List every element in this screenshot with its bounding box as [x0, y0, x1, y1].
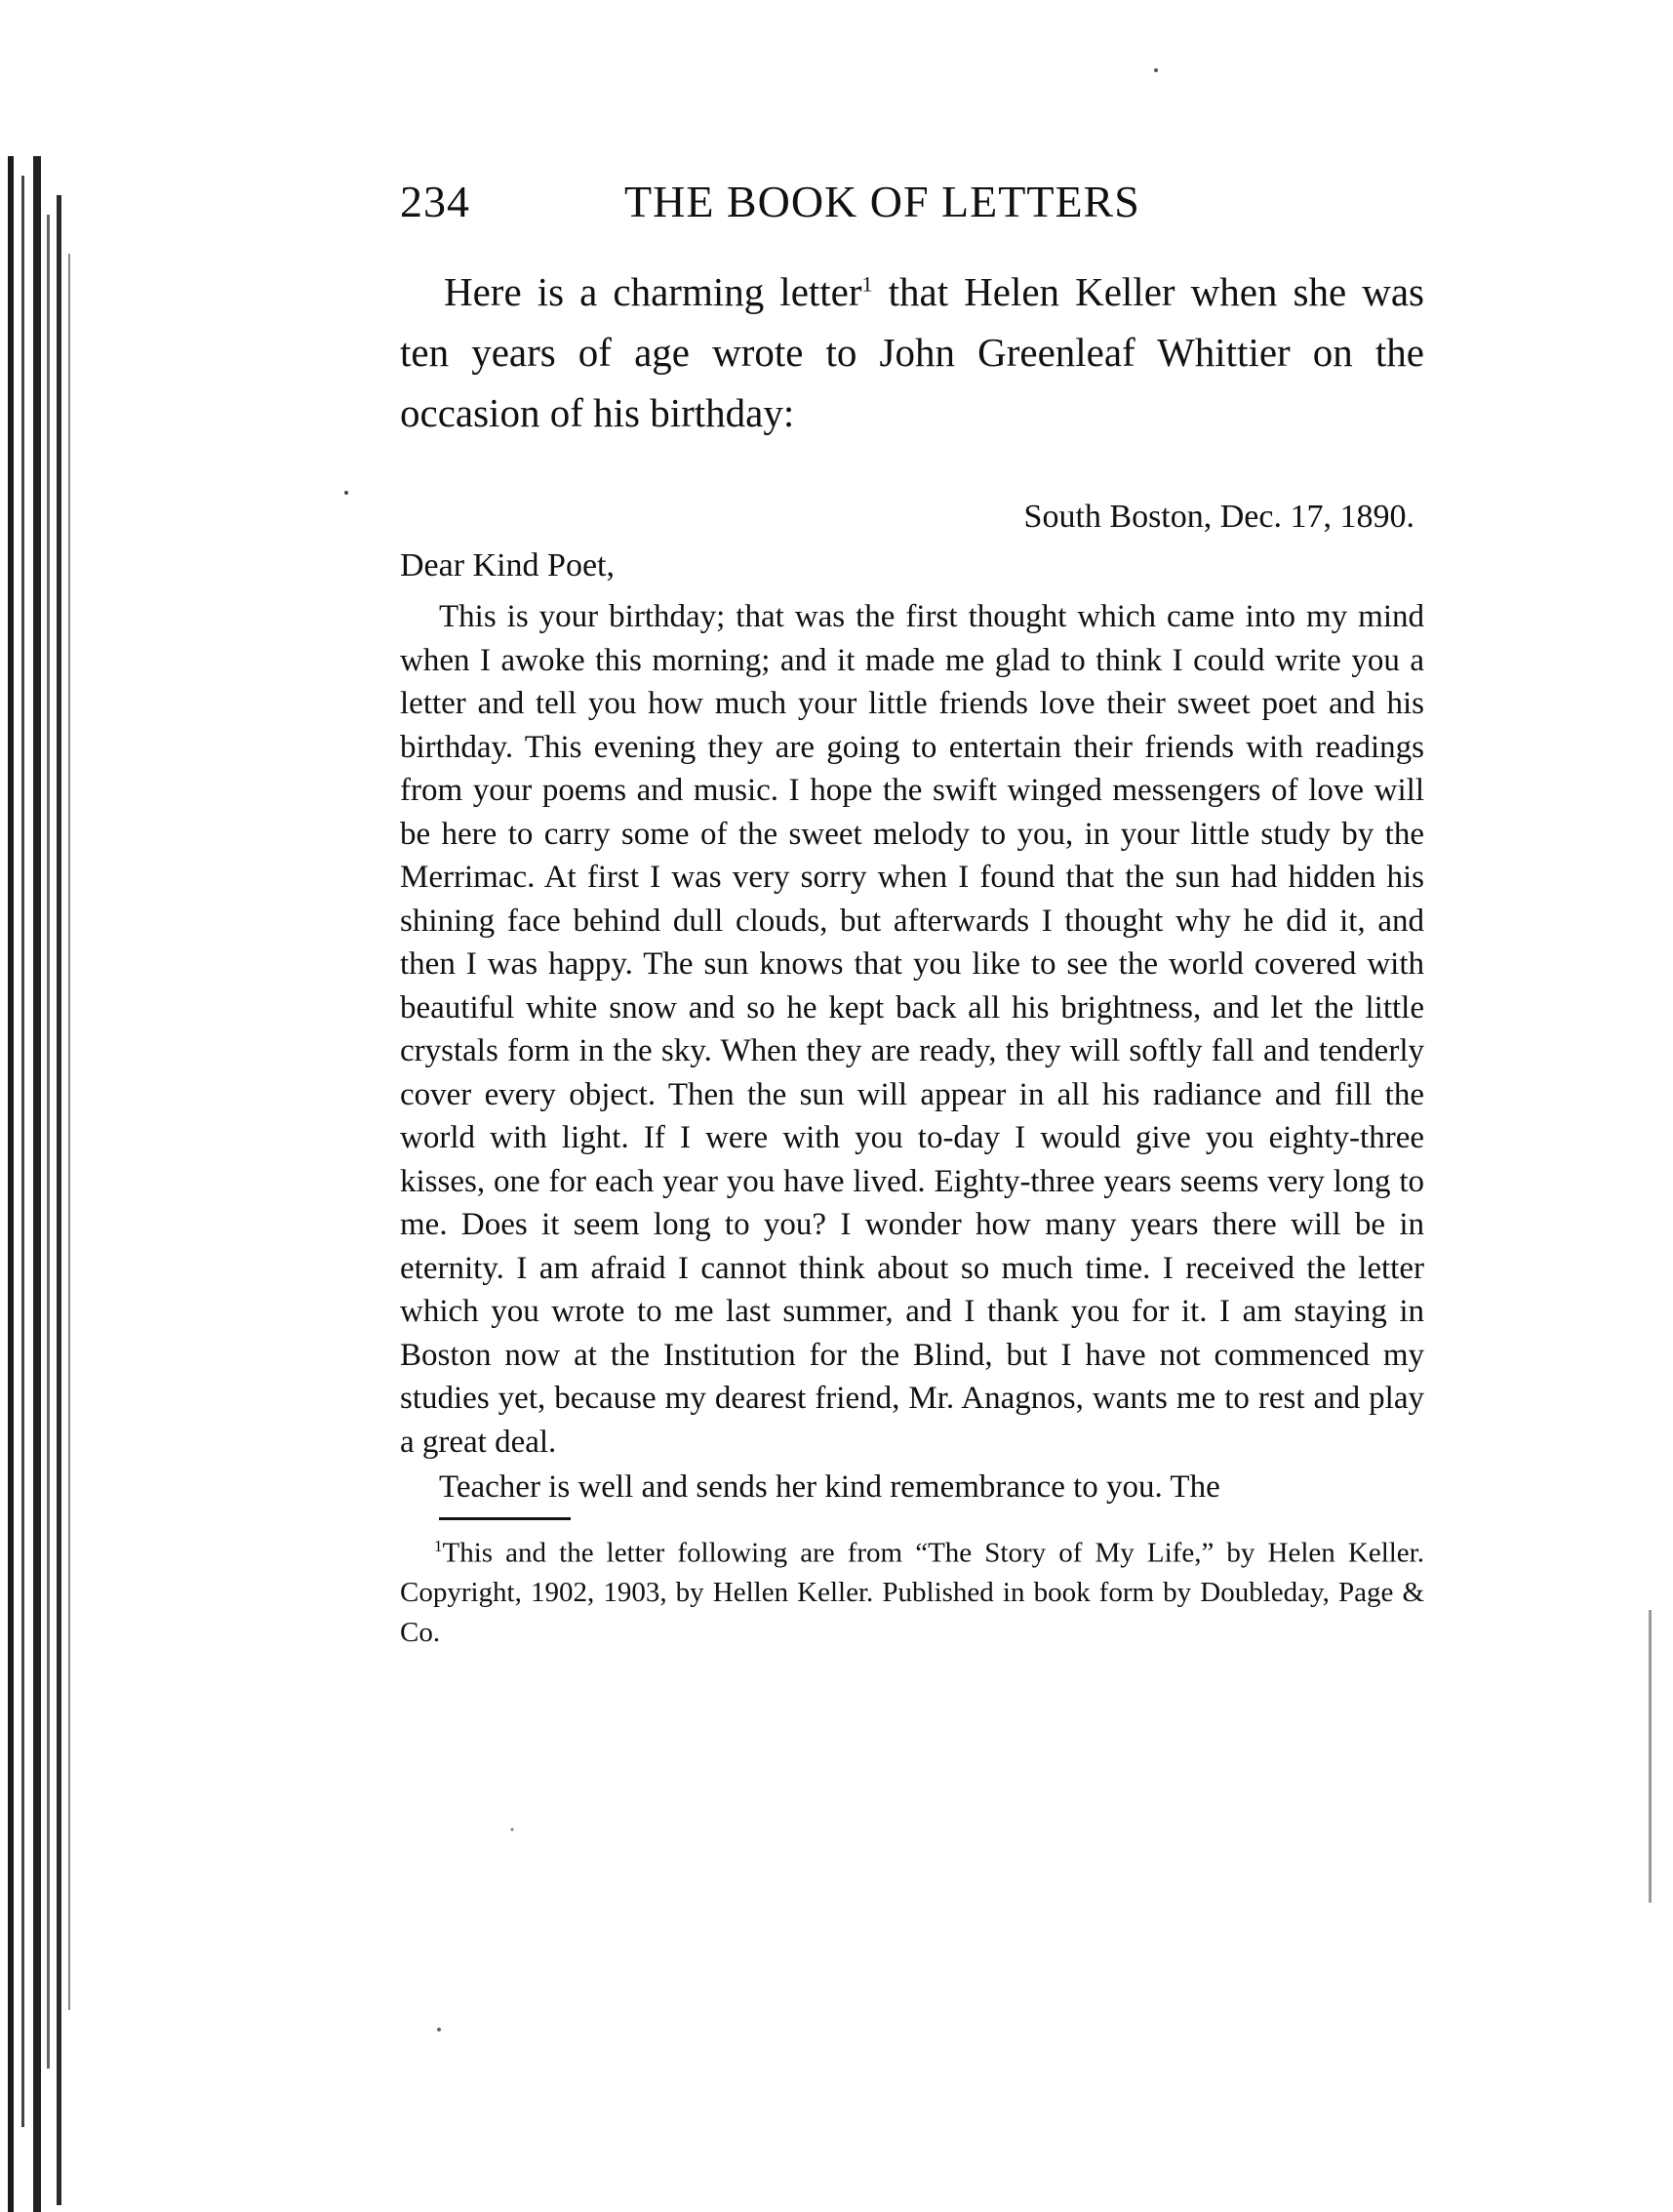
running-title: THE BOOK OF LETTERS [624, 177, 1140, 226]
letter-paragraph: Teacher is well and sends her kind remembrance to you. The [439, 1469, 1220, 1505]
intro-text-start: Here is a charming letter [444, 269, 862, 314]
letter-dateline: South Boston, Dec. 17, 1890. [1023, 499, 1414, 535]
intro-text-end: that Helen Keller when she was ten years of age wrote to John Greenleaf Whittier on the occasion of his birthday: [400, 269, 1424, 435]
footnote-marker: 1 [434, 1536, 443, 1555]
footnote-divider [439, 1517, 571, 1520]
footnote [400, 1526, 1424, 1654]
footnote-text: This and the letter following are from “The Story of My Life,” by Helen Keller. Copyright, 1902, 1903, by Hellen Keller. Published in book form by Doubleday, Page & Co. [400, 1537, 1424, 1649]
book-page [400, 176, 1424, 1681]
page-binding-edge [0, 156, 78, 2212]
page-number: 234 [400, 177, 470, 226]
letter-salutation: Dear Kind Poet, [400, 547, 616, 583]
running-head [400, 176, 1424, 234]
intro-paragraph [400, 261, 1424, 443]
footnote-reference: 1 [861, 271, 873, 297]
letter-paragraph: This is your birthday; that was the first thought which came into my mind when I awoke this morning; and it made me glad to think I could write you a letter and tell you how much your little friends love their sweet poet and his birthday. This evening they are going to entertain their friends with readings from your poems and music. I hope the swift winged messengers of love will be here to carry some of the sweet melody to you, in your little study by the Merrimac. At first I was very sorry when I found that the sun had hidden his shining face behind dull clouds, but afterwards I thought why he did it, and then I was happy. The sun knows that you like to see the world covered with beautiful white snow and so he kept back all his brightness, and let the little crystals form in the sky. When they are ready, they will softly fall and tenderly cover every object. Then the sun will appear in all his radiance and fill the world with light. If I were with you to-day I would give you eighty-three kisses, one for each year you have lived. Eighty-three years seems very long to me. Does it seem long to you? I wonder how many years there will be in eternity. I am afraid I cannot think about so much time. I received the letter which you wrote to me last summer, and I thank you for it. I am staying in Boston now at the Institution for the Blind, but I have not commenced my studies yet, because my dearest friend, Mr. Anagnos, wants me to rest and play a great deal. [400, 599, 1424, 1460]
